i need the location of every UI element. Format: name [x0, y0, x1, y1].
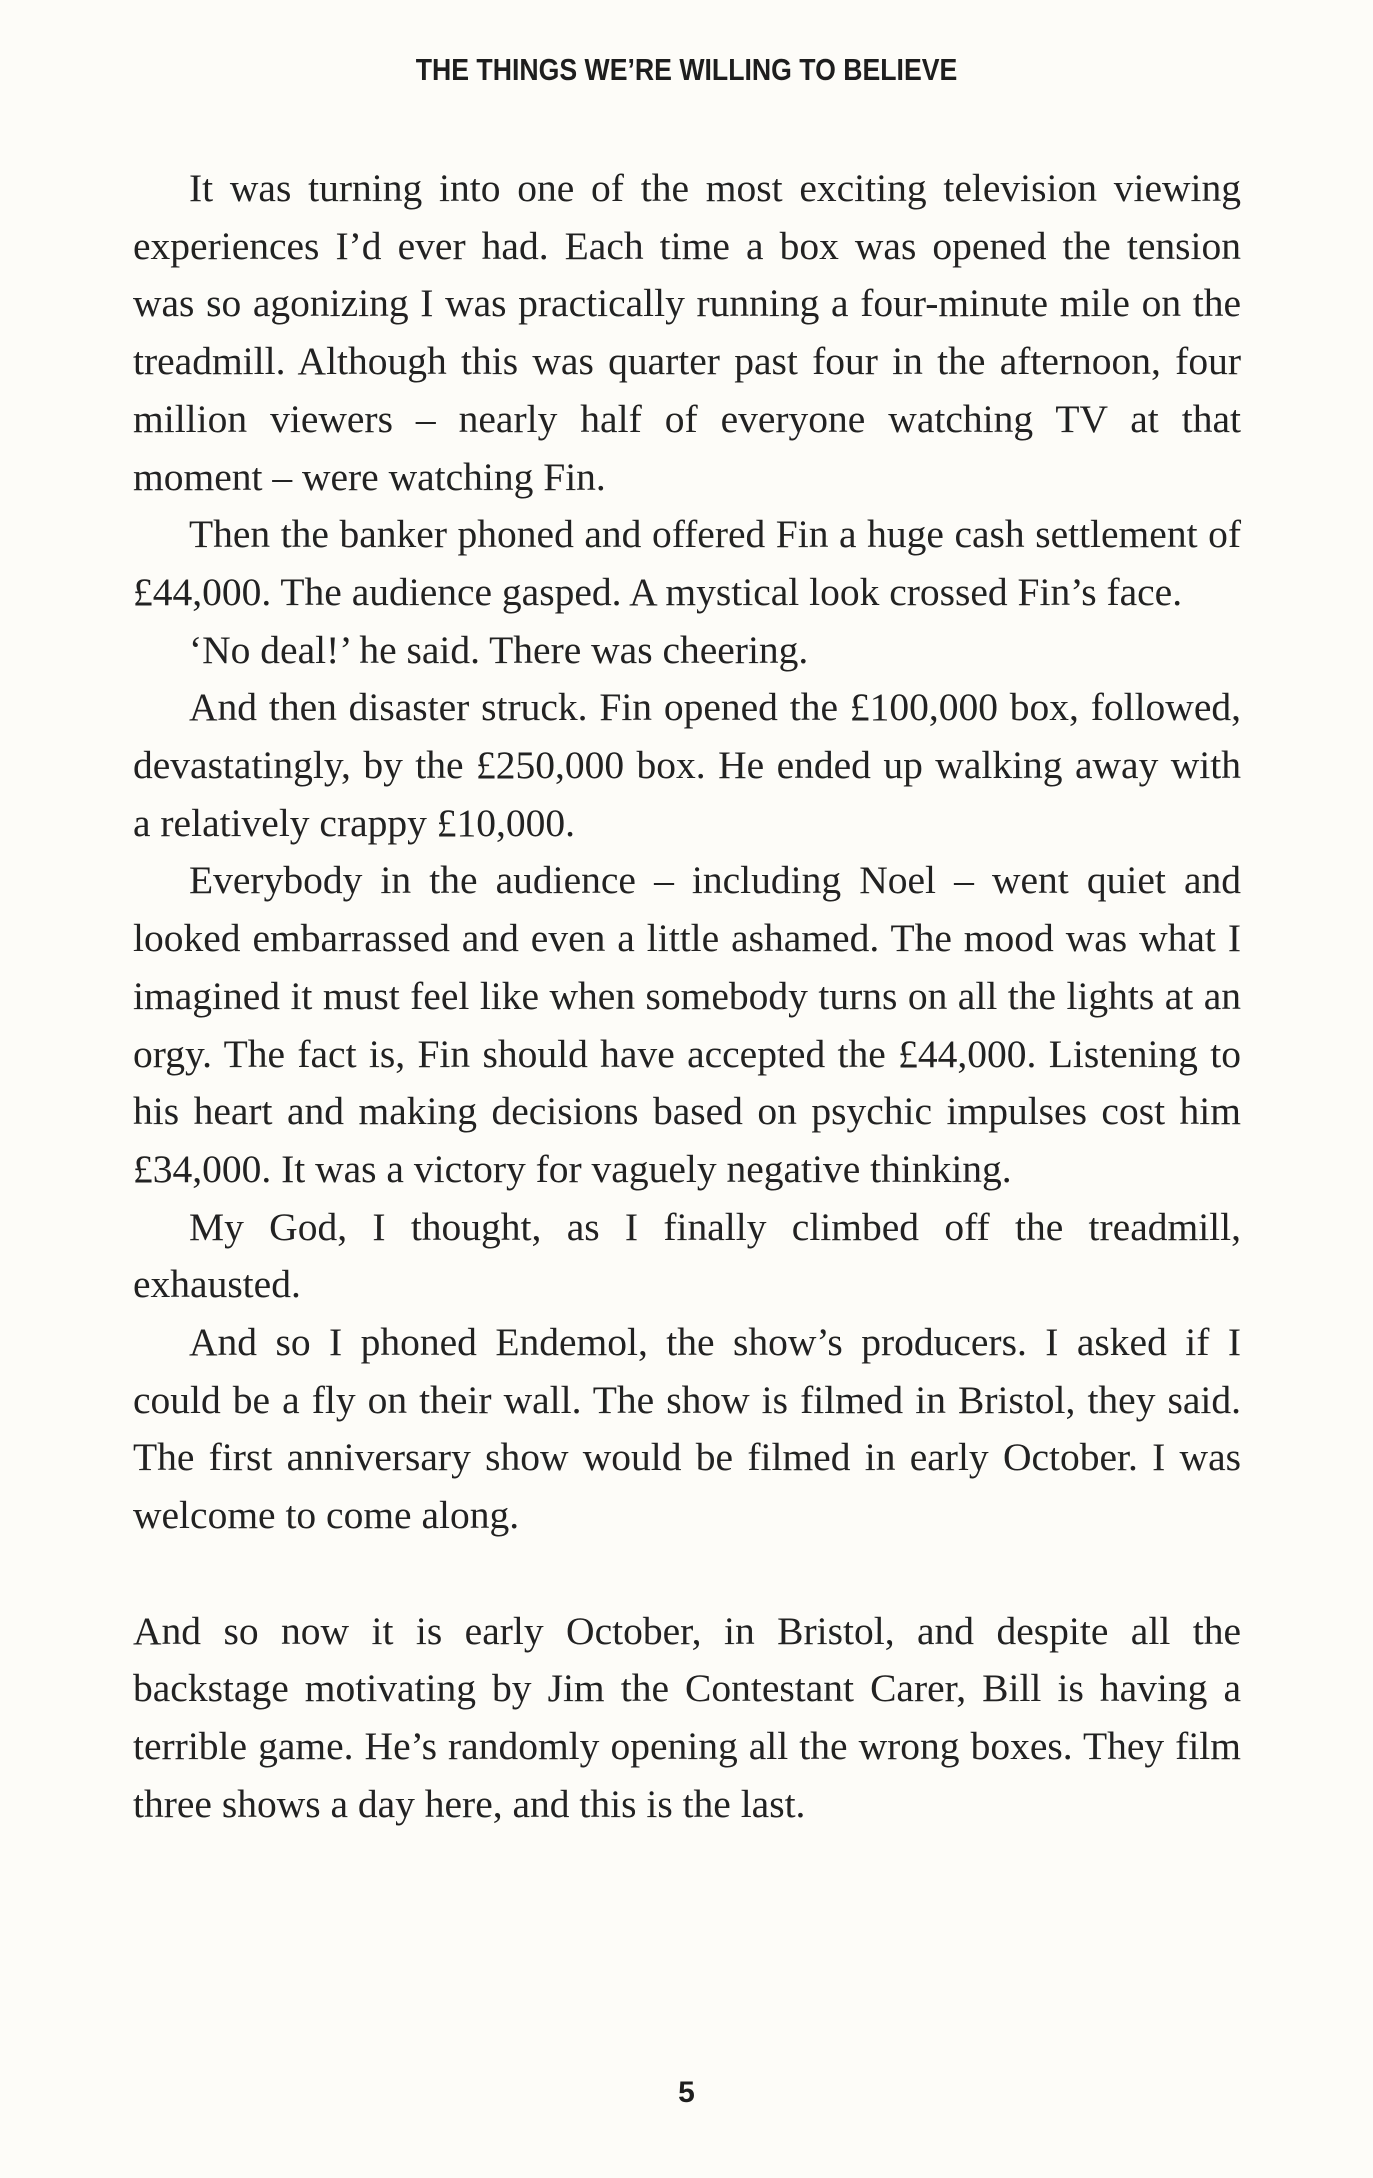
running-head: THE THINGS WE’RE WILLING TO BELIEVE	[415, 52, 958, 87]
paragraph: It was turning into one of the most exciting television viewing experiences I’d ever had. Each time a box was opened the tension was so agonizing I was practically running a four-minute mile on the treadmill. Although this was quarter past four in the afternoon, four million viewers – nearly half of everyone watching TV at that moment – were watching Fin.	[133, 166, 1241, 499]
page-number: 5	[678, 2076, 695, 2109]
paragraph: My God, I thought, as I finally climbed off the treadmill, exhausted.	[133, 1204, 1241, 1307]
paragraph: Then the banker phoned and offered Fin a huge cash settlement of £44,000. The audience gasped. A mystical look crossed Fin’s face.	[133, 512, 1241, 614]
paragraph: ‘No deal!’ he said. There was cheering.	[189, 627, 809, 672]
paragraph: And so now it is early October, in Bristol, and despite all the backstage motivating by Jim the Contestant Carer, Bill is having a terrible game. He’s randomly opening all the wrong boxes. They film three shows a day here, and this is the last.	[133, 1608, 1241, 1826]
section-break	[133, 1545, 1241, 1603]
paragraph: And then disaster struck. Fin opened the £100,000 box, followed, devastatingly, by the £250,000 box. He ended up walking away with a relatively crappy £10,000.	[133, 685, 1241, 845]
paragraph: And so I phoned Endemol, the show’s producers. I asked if I could be a fly on their wall. The show is filmed in Bristol, they said. The first anniversary show would be filmed in early October. I was welcome to come along.	[133, 1320, 1241, 1538]
paragraph: Everybody in the audience – including Noel – went quiet and looked embarrassed and even a little ashamed. The mood was what I imagined it must feel like when somebody turns on all the lights at an orgy. The fact is, Fin should have accepted the £44,000. Listening to his heart and making decisions based on psychic impulses cost him £34,000. It was a victory for vaguely negative thinking.	[133, 858, 1241, 1191]
body-text	[133, 160, 1241, 1833]
